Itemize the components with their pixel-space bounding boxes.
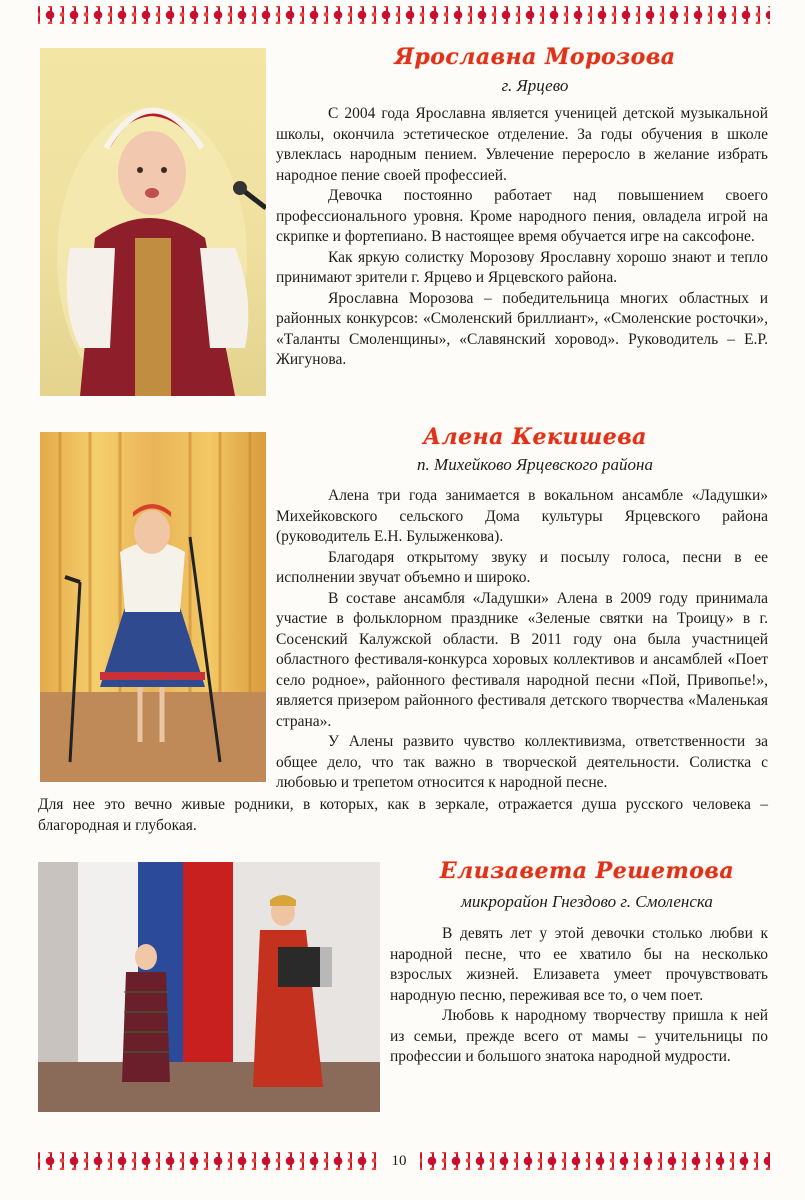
page-number: 10	[391, 1153, 407, 1169]
section-2-name: Алена Кекишева	[423, 424, 647, 450]
section-3-place: микрорайон Гнездово г. Смоленска	[461, 892, 713, 911]
section-1-paragraph: Девочка постоянно работает над повышением своего профессионального уровня. Кроме народного пения, овладела игрой на скрипке и фортепиано. В настоящее время обучается игре на саксофоне.	[276, 187, 768, 245]
section-1-paragraph: С 2004 года Ярославна является ученицей детской музыкальной школы, окончила эстетическое отделение. За годы обучения в школе увлеклась народным пением. Увлечение переросло в желание избрать народное пение своей профессией.	[276, 105, 768, 184]
photo-yaroslavna-illustration	[40, 48, 266, 396]
section-2-paragraph: У Алены развито чувство коллективизма, ответственности за общее дело, что так важно в творческой деятельности. Солистка с любовью и трепетом относится к народной песне.	[276, 733, 768, 791]
ornament-border-bottom-right	[420, 1152, 770, 1170]
photo-alena	[40, 432, 266, 782]
section-2-continuation-paragraph: Для нее это вечно живые родники, в которых, как в зеркале, отражается душа русского человека – благородная и глубокая.	[38, 796, 768, 834]
section-1-name: Ярославна Морозова	[394, 44, 676, 70]
ornament-border-bottom-left	[38, 1152, 378, 1170]
section-1-text	[276, 104, 768, 371]
section-2-place: п. Михейково Ярцевского района	[417, 455, 653, 474]
section-1-paragraph: Как яркую солистку Морозову Ярославну хорошо знают и тепло принимают зрители г. Ярцево и Ярцевского района.	[276, 248, 768, 286]
section-2-continuation	[38, 795, 768, 836]
section-2-paragraph: Алена три года занимается в вокальном ансамбле «Ладушки» Михейковского сельского Дома культуры Ярцевского района (руководитель Е.Н. Булыженкова).	[276, 487, 768, 545]
section-3-paragraph: Любовь к народному творчеству пришла к ней из семьи, прежде всего от мамы – учительницы по профессии и большого знатока народной мудрости.	[390, 1007, 768, 1065]
photo-elizaveta	[38, 862, 380, 1112]
section-1-place: г. Ярцево	[501, 76, 569, 95]
section-2-paragraph: В составе ансамбля «Ладушки» Алена в 2009 году принимала участие в фольклорном празднике «Зеленые святки на Троицу» в г. Сосенский Калужской области. В 2011 году она была участницей областного фестиваля-конкурса хоровых коллективов и ансамблей «Поет село родное», районного фестиваля народной песни «Пой, Привопье!», является призером районного фестиваля детского творчества «Маленькая страна».	[276, 589, 768, 730]
section-2-paragraph: Благодаря открытому звуку и посылу голоса, песни в ее исполнении звучат объемно и широко.	[276, 548, 768, 586]
ornament-border-top	[38, 6, 770, 24]
section-3-paragraph: В девять лет у этой девочки столько любви к народной песне, что ее хватило бы на несколько взрослых жизней. Елизавета умеет прочувствовать народную песню, переживая все то, о чем поет.	[390, 925, 768, 1004]
section-3-name: Елизавета Решетова	[439, 858, 735, 884]
section-1-paragraph: Ярославна Морозова – победительница многих областных и районных конкурсов: «Смоленский бриллиант», «Смоленские росточки», «Таланты Смоленщины», «Славянский хоровод». Руководитель – Е.Р. Жигунова.	[276, 289, 768, 368]
section-2-text	[276, 486, 768, 794]
photo-yaroslavna	[40, 48, 266, 396]
photo-alena-illustration	[40, 432, 266, 782]
photo-elizaveta-illustration	[38, 862, 380, 1112]
section-3-text	[390, 924, 768, 1068]
